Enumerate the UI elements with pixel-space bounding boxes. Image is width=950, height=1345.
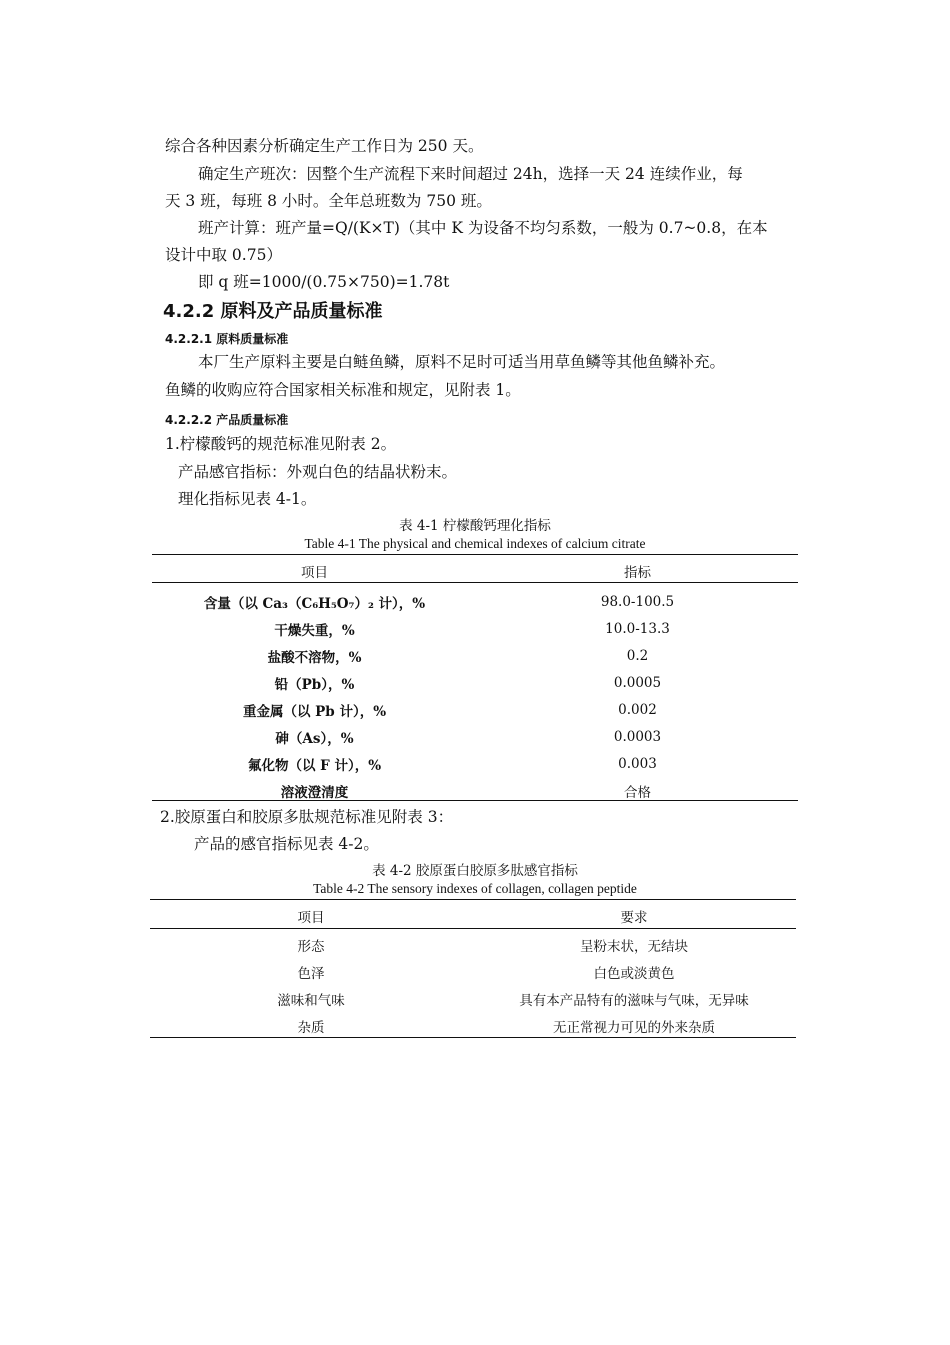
- table1-cell-value: 0.2: [626, 647, 649, 664]
- table1-cell-value: 0.003: [618, 755, 657, 772]
- table1-cell-value: 0.0005: [613, 674, 662, 691]
- table1-cell-item: 砷（As），%: [275, 730, 354, 747]
- table2-cell-item: 形态: [297, 938, 325, 955]
- table-row: [152, 777, 798, 804]
- paragraph-raw-line1: 本厂生产原料主要是白鲢鱼鳞，原料不足时可适当用草鱼鳞等其他鱼鳞补充。: [198, 353, 726, 371]
- item-calcium-citrate: 1.柠檬酸钙的规范标准见附表 2。: [165, 435, 397, 453]
- table1-header-value: 指标: [624, 564, 651, 581]
- table-row: [152, 669, 798, 696]
- table1-cell-value: 0.0003: [613, 728, 662, 745]
- table1-cell-item: 干燥失重，%: [274, 622, 355, 639]
- table1-cell-item: 盐酸不溶物，%: [267, 649, 362, 666]
- table1-cell-value: 10.0-13.3: [605, 620, 670, 637]
- table1-caption-cn: 表 4-1 柠檬酸钙理化指标: [399, 518, 551, 534]
- table2-cell-item: 滋味和气味: [277, 992, 345, 1009]
- table2-header-row: [150, 902, 796, 929]
- table2-cell-value: 无正常视力可见的外来杂质: [553, 1019, 715, 1036]
- paragraph-shifts-line1: 确定生产班次：因整个生产流程下来时间超过 24h，选择一天 24 连续作业，每: [198, 165, 743, 183]
- table-row: [150, 958, 796, 985]
- table2-cell-value: 具有本产品特有的滋味与气味，无异味: [519, 992, 749, 1009]
- table1-header-item: 项目: [301, 564, 328, 581]
- table1-cell-item: 氟化物（以 F 计），%: [247, 757, 382, 774]
- item-collagen-sensory: 产品的感官指标见表 4-2。: [194, 835, 379, 853]
- table-row: [150, 985, 796, 1012]
- section-heading: 4.2.2 原料及产品质量标准: [163, 301, 383, 322]
- table-row: [152, 642, 798, 669]
- table-row: [152, 723, 798, 750]
- table2-cell-value: 白色或淡黄色: [593, 965, 675, 982]
- paragraph-output-line2: 设计中取 0.75）: [165, 246, 282, 264]
- table1: [152, 557, 798, 804]
- subsection-raw-material: 4.2.2.1 原料质量标准: [165, 332, 289, 346]
- table2-caption-en: Table 4-2 The sensory indexes of collagen, collagen peptide: [313, 881, 637, 896]
- table1-cell-value: 合格: [624, 784, 651, 801]
- paragraph-workdays: 综合各种因素分析确定生产工作日为 250 天。: [165, 137, 484, 155]
- table2: [150, 902, 796, 1039]
- table1-cell-value: 98.0-100.5: [600, 593, 675, 610]
- table2-top-rule: [150, 899, 796, 900]
- item-collagen: 2.胶原蛋白和胶原多肽规范标准见附表 3：: [160, 808, 454, 826]
- item-calcium-sensory: 产品感官指标：外观白色的结晶状粉末。: [178, 463, 458, 481]
- table-row: [150, 1012, 796, 1039]
- item-calcium-physical: 理化指标见表 4-1。: [178, 490, 317, 508]
- table-row: [152, 588, 798, 615]
- table1-cell-item: 含量（以 Ca₃（C₆H₅O₇）₂ 计），%: [203, 595, 426, 612]
- table2-cell-item: 杂质: [297, 1019, 325, 1036]
- table2-header-value: 要求: [620, 909, 648, 926]
- table1-cell-item: 铅（Pb），%: [274, 676, 355, 693]
- subsection-product-quality: 4.2.2.2 产品质量标准: [165, 413, 289, 427]
- table1-cell-item: 溶液澄清度: [280, 784, 349, 801]
- table2-caption-cn: 表 4-2 胶原蛋白胶原多肽感官指标: [372, 863, 578, 879]
- paragraph-output-line1: 班产计算：班产量=Q/(K×T)（其中 K 为设备不均匀系数，一般为 0.7~0.8，在本: [198, 219, 768, 237]
- table-row: [152, 615, 798, 642]
- table1-cell-value: 0.002: [618, 701, 657, 718]
- table-row: [152, 696, 798, 723]
- table1-caption-en: Table 4-1 The physical and chemical indexes of calcium citrate: [304, 536, 646, 551]
- table1-cell-item: 重金属（以 Pb 计），%: [242, 703, 387, 720]
- table-row: [150, 931, 796, 958]
- paragraph-shifts-line2: 天 3 班，每班 8 小时。全年总班数为 750 班。: [165, 192, 492, 210]
- table1-top-rule: [152, 554, 798, 555]
- table2-cell-item: 色泽: [297, 965, 325, 982]
- table2-header-item: 项目: [297, 909, 325, 926]
- table-row: [152, 750, 798, 777]
- paragraph-raw-line2: 鱼鳞的收购应符合国家相关标准和规定，见附表 1。: [165, 381, 521, 399]
- table2-cell-value: 呈粉末状，无结块: [580, 938, 688, 955]
- table1-header-row: [152, 557, 798, 584]
- paragraph-output-formula: 即 q 班=1000/(0.75×750)=1.78t: [198, 273, 450, 291]
